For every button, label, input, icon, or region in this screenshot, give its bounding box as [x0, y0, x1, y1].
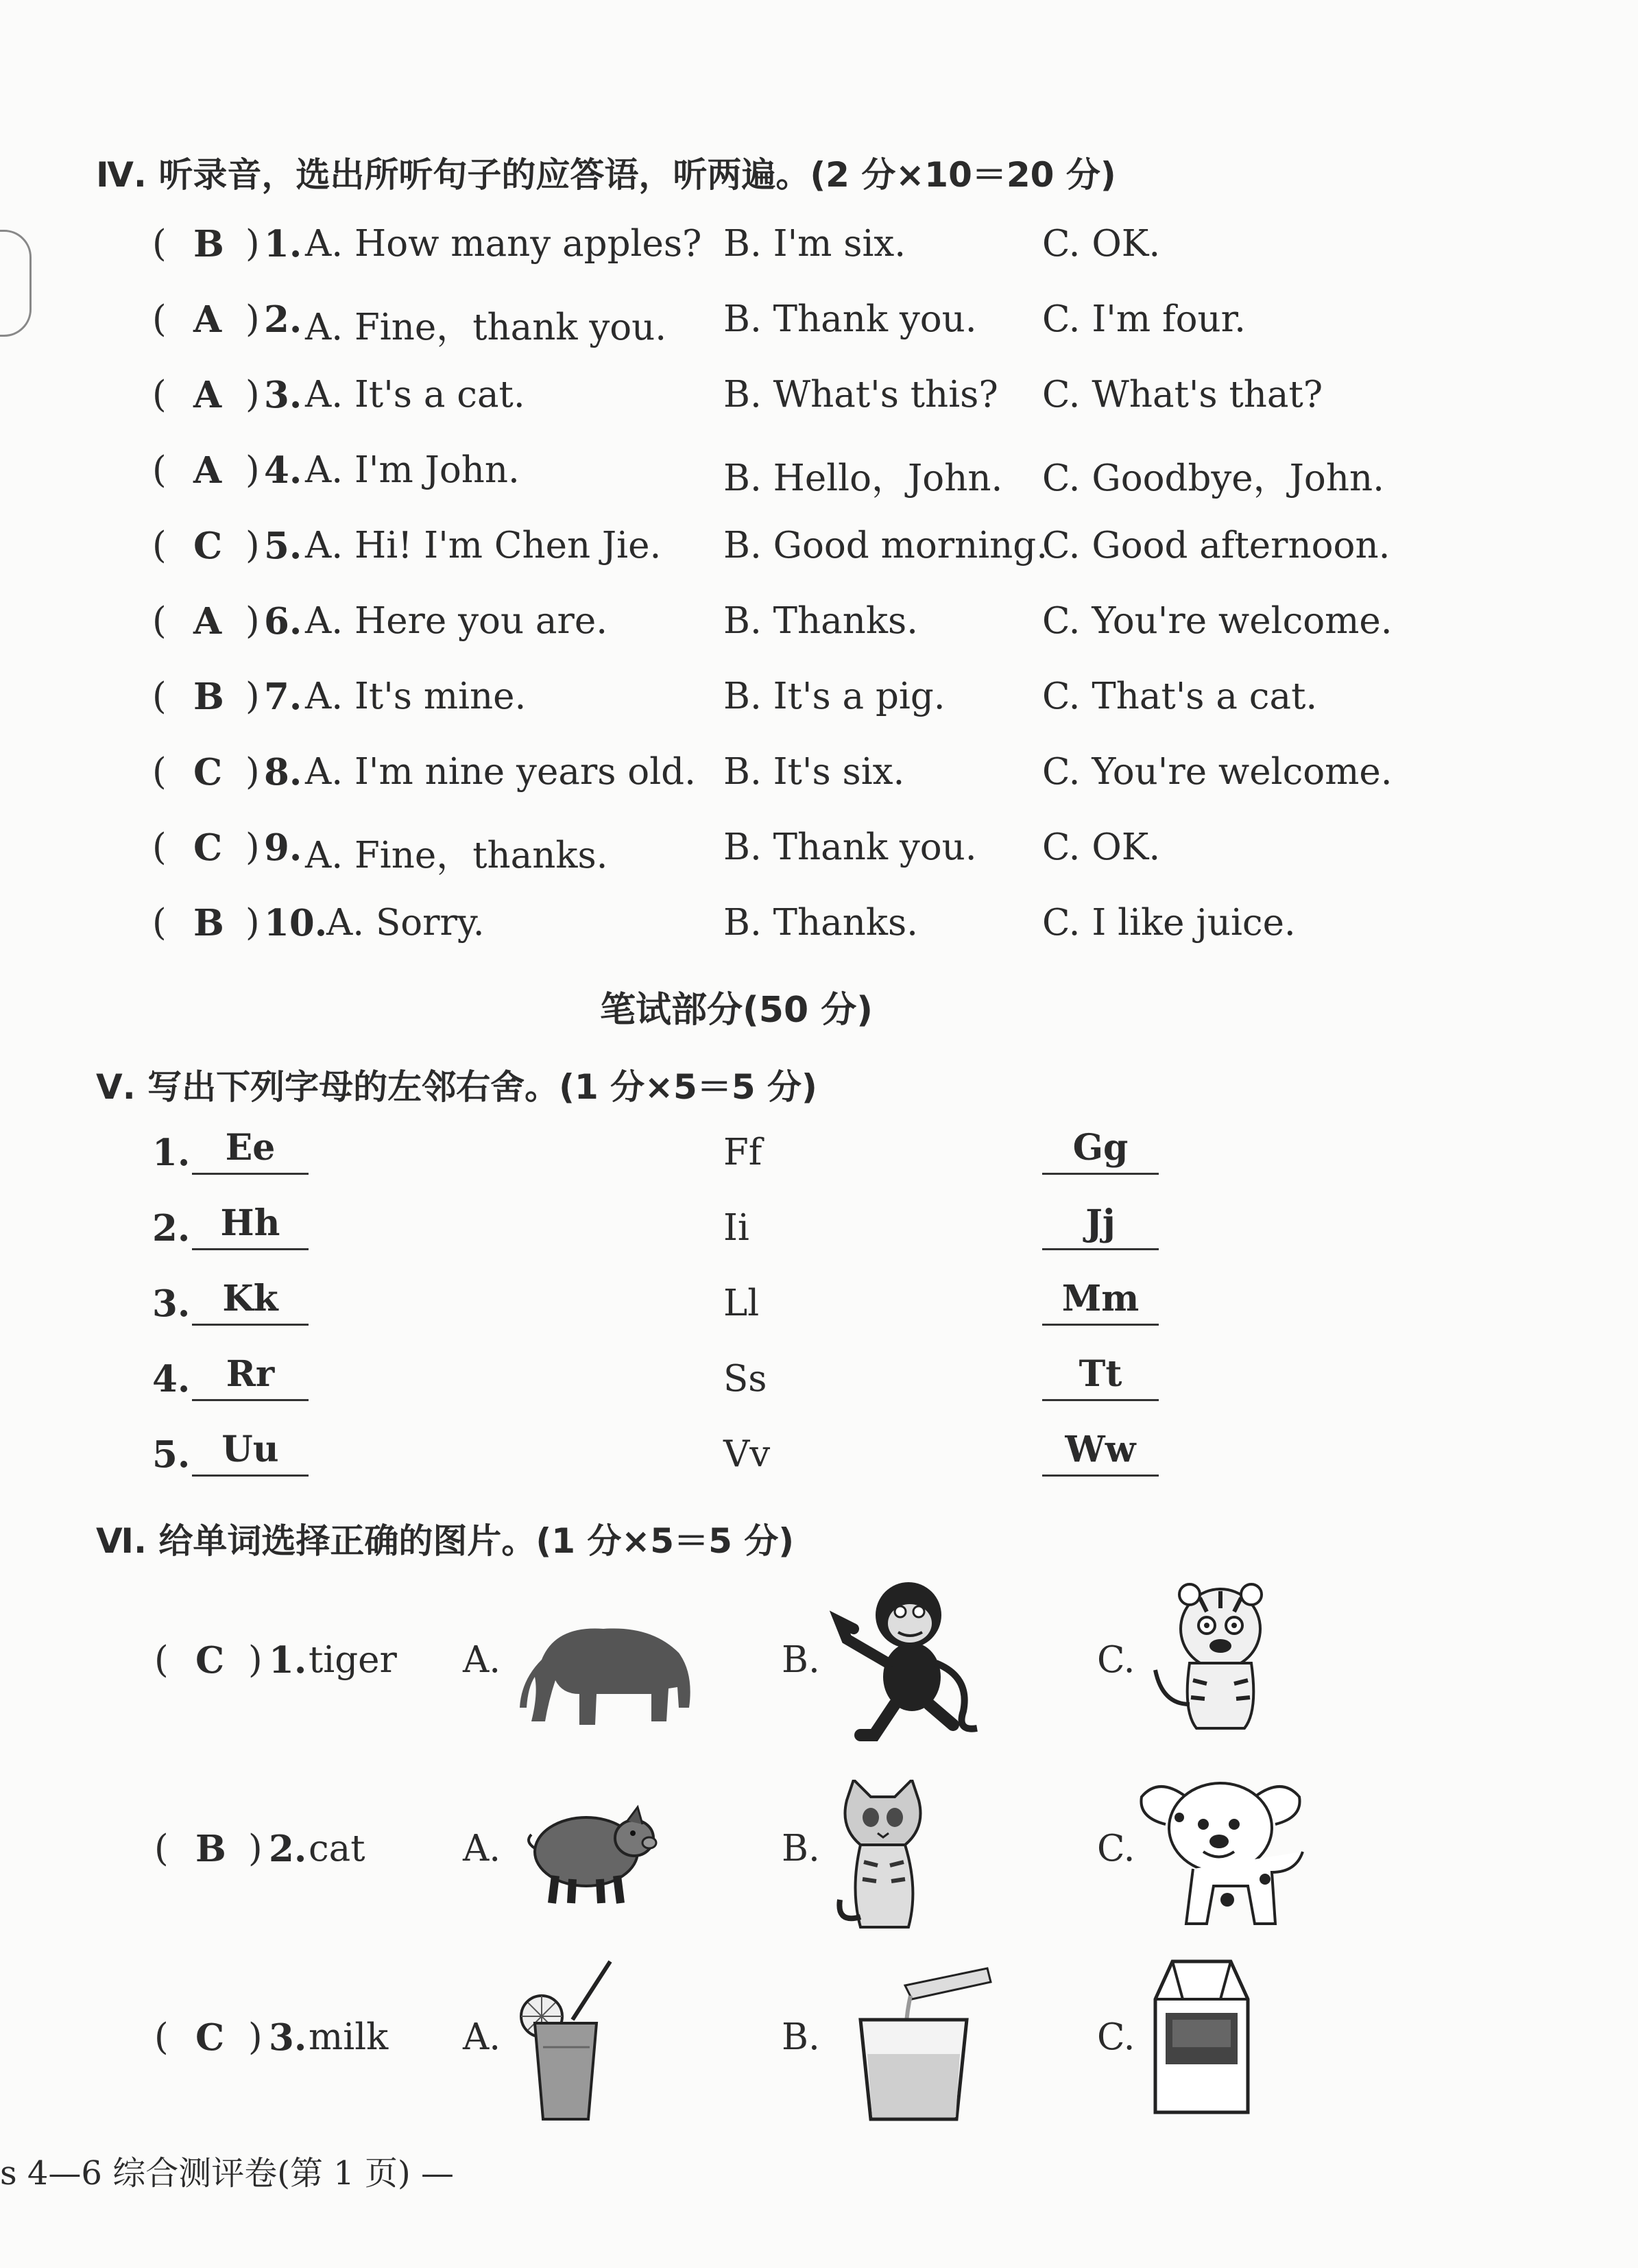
question-number: 3. — [269, 2016, 307, 2059]
option-a: A. How many apples? — [305, 223, 702, 265]
answer-letter: B — [193, 223, 224, 265]
paren-close: ) — [245, 902, 260, 944]
pig-icon — [525, 1800, 662, 1910]
word: cat — [309, 1828, 365, 1870]
paren-close: ) — [245, 600, 260, 642]
option-a: A. Sorry. — [326, 902, 485, 944]
answer-letter: C — [193, 751, 223, 793]
option-c: C. OK. — [1042, 826, 1161, 868]
elephant-icon — [514, 1612, 706, 1735]
answer-letter: B — [195, 1828, 226, 1870]
word: milk — [309, 2016, 389, 2058]
paren-close: ) — [245, 826, 260, 868]
option-b-label: B. — [782, 1639, 820, 1681]
section-5-title: Ⅴ. 写出下列字母的左邻右舍。(1 分×5＝5 分) — [96, 1067, 817, 1107]
option-c-label: C. — [1097, 1639, 1135, 1681]
option-a: A. Fine，thanks. — [305, 835, 608, 876]
right-neighbor-blank: Tt — [1042, 1355, 1159, 1401]
option-c: C. I'm four. — [1042, 298, 1246, 340]
option-c: C. Goodbye，John. — [1042, 457, 1384, 499]
question-number: 3. — [264, 374, 302, 416]
option-a: A. Hi! I'm Chen Jie. — [305, 525, 662, 566]
paren-open: ( — [152, 449, 167, 491]
answer-letter: A — [193, 298, 222, 341]
paren-close: ) — [248, 2016, 263, 2058]
option-b: B. Thank you. — [723, 298, 977, 340]
question-number: 5. — [264, 525, 302, 567]
answer-letter: A — [193, 374, 222, 416]
paren-close: ) — [245, 751, 260, 793]
right-neighbor-blank: Ww — [1042, 1431, 1159, 1477]
paren-open: ( — [152, 223, 167, 265]
given-letter: Ss — [723, 1358, 767, 1400]
option-b: B. It's a pig. — [723, 676, 946, 717]
answer-letter: C — [193, 826, 223, 869]
given-letter: Ff — [723, 1132, 762, 1173]
question-number: 10. — [264, 902, 328, 944]
juice-icon — [507, 1958, 617, 2126]
question-row — [0, 600, 1638, 648]
answer-letter: C — [195, 1639, 225, 1682]
letter-row — [0, 1278, 1638, 1337]
cat-icon — [823, 1780, 943, 1937]
question-number: 7. — [264, 676, 302, 718]
option-b: B. Thank you. — [723, 826, 977, 868]
option-b: B. What's this? — [723, 374, 998, 416]
option-a: A. Here you are. — [305, 600, 608, 642]
picture-question-row — [0, 2016, 1638, 2071]
question-number: 2. — [269, 1828, 307, 1870]
question-number: 1. — [264, 223, 302, 265]
option-b: B. It's six. — [723, 751, 905, 793]
option-c: C. You're welcome. — [1042, 751, 1393, 793]
paren-close: ) — [245, 223, 260, 265]
left-neighbor-blank: Rr — [192, 1355, 309, 1401]
paren-open: ( — [152, 902, 167, 944]
letter-row — [0, 1353, 1638, 1413]
left-neighbor-blank: Kk — [192, 1280, 309, 1326]
option-a: A. It's mine. — [305, 676, 527, 717]
option-b: B. Thanks. — [723, 600, 919, 642]
paren-close: ) — [245, 298, 260, 340]
option-c-label: C. — [1097, 2016, 1135, 2058]
option-c: C. Good afternoon. — [1042, 525, 1390, 566]
question-row — [0, 449, 1638, 497]
question-row — [0, 902, 1638, 950]
question-number: 1. — [152, 1132, 191, 1174]
paren-open: ( — [152, 600, 167, 642]
word: tiger — [309, 1639, 397, 1681]
option-a-label: A. — [463, 1639, 501, 1681]
question-row — [0, 751, 1638, 799]
option-c-label: C. — [1097, 1828, 1135, 1870]
paren-close: ) — [245, 676, 260, 717]
question-row — [0, 826, 1638, 874]
option-c: C. OK. — [1042, 223, 1161, 265]
option-c: C. That's a cat. — [1042, 676, 1318, 717]
paren-open: ( — [154, 1639, 169, 1681]
paren-open: ( — [152, 298, 167, 340]
question-row — [0, 525, 1638, 573]
question-number: 3. — [152, 1282, 191, 1325]
milk-carton-icon — [1145, 1958, 1258, 2116]
question-number: 8. — [264, 751, 302, 793]
option-b-label: B. — [782, 2016, 820, 2058]
paren-open: ( — [152, 676, 167, 717]
paren-open: ( — [154, 2016, 169, 2058]
answer-letter: B — [193, 902, 224, 944]
option-a-label: A. — [463, 1828, 501, 1870]
question-row — [0, 676, 1638, 724]
question-number: 2. — [264, 298, 302, 341]
option-a: A. It's a cat. — [305, 374, 525, 416]
paren-close: ) — [248, 1639, 263, 1681]
option-a: A. Fine，thank you. — [305, 307, 667, 348]
option-b: B. Good morning. — [723, 525, 1048, 566]
question-number: 1. — [269, 1639, 307, 1682]
paren-close: ) — [245, 449, 260, 491]
answer-letter: C — [193, 525, 223, 567]
written-part-heading: 笔试部分(50 分) — [600, 990, 873, 1031]
question-row — [0, 298, 1638, 346]
question-number: 9. — [264, 826, 302, 869]
answer-letter: B — [193, 676, 224, 718]
option-a-label: A. — [463, 2016, 501, 2058]
option-c: C. What's that? — [1042, 374, 1323, 416]
left-neighbor-blank: Ee — [192, 1129, 309, 1175]
paren-open: ( — [152, 374, 167, 416]
option-b: B. I'm six. — [723, 223, 906, 265]
question-number: 6. — [264, 600, 302, 643]
question-number: 5. — [152, 1433, 191, 1476]
paren-open: ( — [152, 826, 167, 868]
dog-icon — [1138, 1769, 1323, 1941]
option-c: C. You're welcome. — [1042, 600, 1393, 642]
letter-row — [0, 1202, 1638, 1262]
water-icon — [857, 1958, 994, 2123]
option-b: B. Hello，John. — [723, 457, 1003, 499]
option-b: B. Thanks. — [723, 902, 919, 944]
section-4-title: Ⅳ. 听录音，选出所听句子的应答语，听两遍。(2 分×10＝20 分) — [96, 155, 1116, 195]
paren-close: ) — [245, 374, 260, 416]
option-a: A. I'm John. — [305, 449, 520, 491]
question-number: 2. — [152, 1207, 191, 1250]
section-6-title: Ⅵ. 给单词选择正确的图片。(1 分×5＝5 分) — [96, 1521, 795, 1561]
answer-letter: A — [193, 449, 222, 492]
option-a: A. I'm nine years old. — [305, 751, 696, 793]
option-c: C. I like juice. — [1042, 902, 1296, 944]
question-number: 4. — [152, 1358, 191, 1400]
picture-question-row — [0, 1828, 1638, 1883]
given-letter: Ll — [723, 1282, 760, 1324]
answer-letter: C — [195, 2016, 225, 2059]
question-row — [0, 223, 1638, 271]
given-letter: Vv — [723, 1433, 771, 1475]
monkey-icon — [819, 1574, 998, 1745]
paren-close: ) — [245, 525, 260, 566]
paren-close: ) — [248, 1828, 263, 1870]
question-row — [0, 374, 1638, 422]
answer-letter: A — [193, 600, 222, 643]
left-neighbor-blank: Uu — [192, 1431, 309, 1477]
option-b-label: B. — [782, 1828, 820, 1870]
given-letter: Ii — [723, 1207, 749, 1249]
right-neighbor-blank: Jj — [1042, 1204, 1159, 1250]
paren-open: ( — [152, 751, 167, 793]
tiger-icon — [1142, 1581, 1292, 1739]
paren-open: ( — [154, 1828, 169, 1870]
right-neighbor-blank: Gg — [1042, 1129, 1159, 1175]
right-neighbor-blank: Mm — [1042, 1280, 1159, 1326]
left-neighbor-blank: Hh — [192, 1204, 309, 1250]
letter-row — [0, 1429, 1638, 1488]
letter-row — [0, 1127, 1638, 1186]
paren-open: ( — [152, 525, 167, 566]
question-number: 4. — [264, 449, 302, 492]
page-footer: s 4—6 综合测评卷(第 1 页) — — [0, 2154, 454, 2193]
